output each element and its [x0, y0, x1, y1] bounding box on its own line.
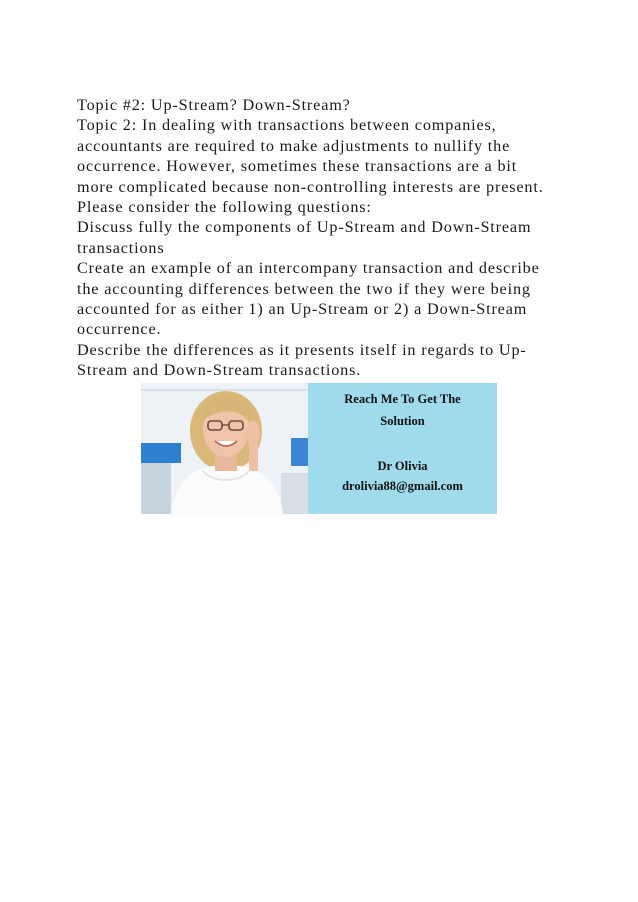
document-body: [77, 95, 567, 381]
contact-banner[interactable]: [141, 383, 497, 514]
banner-photo: [141, 383, 308, 514]
contact-email-link[interactable]: drolivia88@gmail.com: [342, 479, 463, 493]
topic-title: Topic #2: Up-Stream? Down-Stream?: [77, 96, 351, 114]
intro-paragraph: Topic 2: In dealing with transactions between companies, accountants are required to make adjustments to nullify the occurrence. However, sometimes these transactions are a bit more complicated because non-controlling interests are present.: [77, 116, 544, 196]
banner-contact-panel[interactable]: [308, 383, 497, 514]
cta-line-1: Reach Me To Get The: [344, 392, 461, 406]
woman-photo-illustration: [141, 383, 308, 514]
cta-line-2: Solution: [380, 414, 425, 428]
contact-name: Dr Olivia: [377, 459, 428, 473]
question-3: Describe the differences as it presents itself in regards to Up- Stream and Down-Stream transactions.: [77, 340, 527, 380]
question-1: Discuss fully the components of Up-Stream and Down-Stream transactions: [77, 218, 532, 257]
question-2: Create an example of an intercompany transaction and describe the accounting differences between the two if they were being accounted for as either 1) an Up-Stream or 2) a Down-Stream occurrence.: [77, 259, 540, 339]
questions-lead: Please consider the following questions:: [77, 198, 372, 217]
